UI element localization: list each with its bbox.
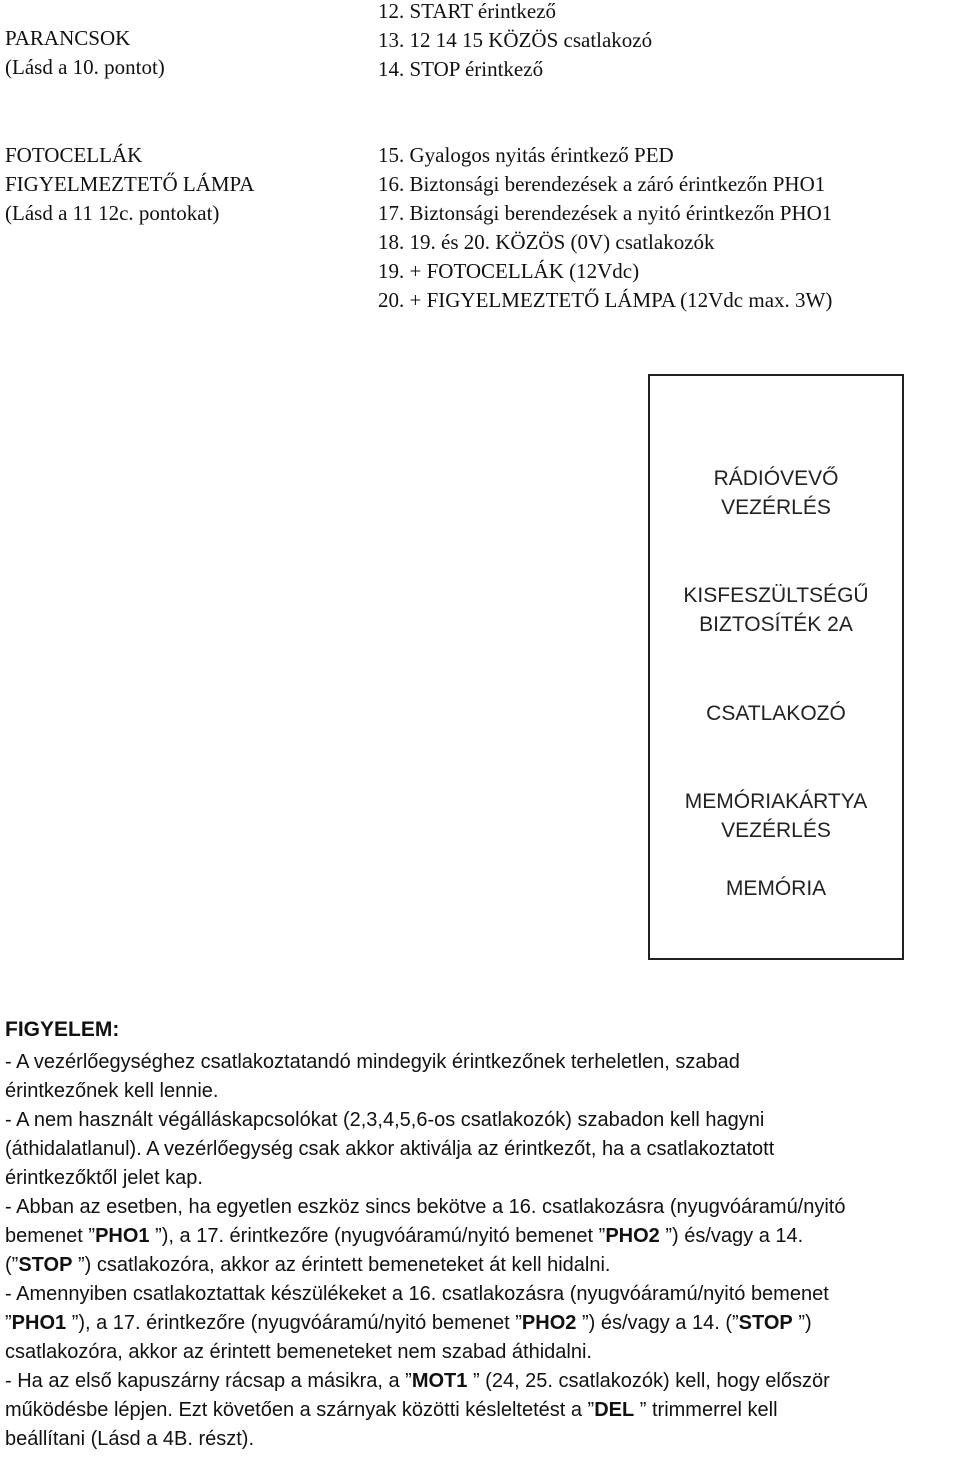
warning-line: beállítani (Lásd a 4B. részt). — [5, 1428, 255, 1450]
terminal-19: 19. + FOTOCELLÁK (12Vdc) — [378, 259, 640, 283]
terminal-17: 17. Biztonsági berendezések a nyitó érintkezőn PHO1 — [378, 201, 833, 225]
text: - Ha az első kapuszárny rácsap a másikra, a ” — [5, 1370, 412, 1392]
memory-label: MEMÓRIA — [725, 877, 827, 900]
pho2-term: PHO2 — [521, 1312, 577, 1334]
pho2-term: PHO2 — [605, 1225, 660, 1247]
warning-line: érintkezőktől jelet kap. — [5, 1167, 203, 1189]
warning-line: - A nem használt végálláskapcsolókat (2,3,4,5,6-os csatlakozók) szabadon kell hagyni — [5, 1109, 765, 1131]
warning-line: - Abban az esetben, ha egyetlen eszköz sincs bekötve a 16. csatlakozásra (nyugvóáramú/nyitó — [5, 1196, 846, 1218]
control-board-box — [648, 374, 904, 960]
terminal-13: 13. 12 14 15 KÖZÖS csatlakozó — [378, 28, 653, 52]
text: ”) és/vagy a 14. — [659, 1225, 804, 1247]
text: működésbe lépjen. Ezt követően a szárnyak közötti késleltetést a ” — [5, 1399, 595, 1421]
label-parancsok-ref: (Lásd a 10. pontot) — [5, 55, 165, 79]
text: ”) csatlakozóra, akkor az érintett bemeneteket át kell hidalni. — [72, 1254, 611, 1276]
pho1-term: PHO1 — [95, 1225, 150, 1247]
text: ” — [5, 1312, 12, 1334]
terminal-18-20: 18. 19. és 20. KÖZÖS (0V) csatlakozók — [378, 230, 715, 254]
radio-receiver-label: RÁDIÓVEVŐ — [713, 467, 839, 490]
warning-line: (áthidalatlanul). A vezérlőegység csak akkor aktiválja az érintkezőt, ha a csatlakoztatott — [5, 1138, 775, 1160]
warning-line: - Amennyiben csatlakoztattak készülékeket a 16. csatlakozásra (nyugvóáramú/nyitó bemenet — [5, 1283, 829, 1305]
del-term: DEL — [594, 1399, 635, 1421]
warning-line — [5, 1367, 957, 1396]
label-parancsok: PARANCSOK — [5, 26, 131, 50]
warning-line: csatlakozóra, akkor az érintett bemeneteket nem szabad áthidalni. — [5, 1341, 592, 1363]
connector-label: CSATLAKOZÓ — [706, 702, 846, 725]
memory-card-control-label: VEZÉRLÉS — [721, 819, 831, 842]
text: ” (24, 25. csatlakozók) kell, hogy először — [467, 1370, 830, 1392]
stop-term: STOP — [18, 1254, 73, 1276]
text: bemenet ” — [5, 1225, 96, 1247]
warning-line — [5, 1251, 957, 1280]
warning-line: érintkezőnek kell lennie. — [5, 1080, 219, 1102]
text: ”), a 17. érintkezőre (nyugvóáramú/nyitó bemenet ” — [66, 1312, 522, 1334]
terminal-12: 12. START érintkező — [378, 0, 557, 23]
terminal-20: 20. + FIGYELMEZTETŐ LÁMPA (12Vdc max. 3W) — [378, 288, 833, 312]
text: ”) — [792, 1312, 812, 1334]
warning-line — [5, 1222, 957, 1251]
label-fotocellak: FOTOCELLÁK — [5, 143, 143, 167]
text: ”) és/vagy a 14. (” — [576, 1312, 739, 1334]
terminal-15: 15. Gyalogos nyitás érintkező PED — [378, 143, 674, 167]
label-figyelmezteto-lampa: FIGYELMEZTETŐ LÁMPA — [5, 172, 255, 196]
label-fotocellak-ref: (Lásd a 11 12c. pontokat) — [5, 201, 220, 225]
text: (” — [5, 1254, 19, 1276]
mot1-term: MOT1 — [411, 1370, 468, 1392]
text: ” trimmerrel kell — [634, 1399, 778, 1421]
pho1-term: PHO1 — [11, 1312, 67, 1334]
low-voltage-label: KISFESZÜLTSÉGŰ — [683, 584, 869, 607]
warning-heading: FIGYELEM: — [5, 1018, 120, 1041]
terminal-14: 14. STOP érintkező — [378, 57, 544, 81]
memory-card-label: MEMÓRIAKÁRTYA — [684, 790, 868, 813]
stop-term: STOP — [738, 1312, 793, 1334]
warning-notes — [5, 1048, 957, 1454]
terminal-16: 16. Biztonsági berendezések a záró érintkezőn PHO1 — [378, 172, 826, 196]
warning-line — [5, 1309, 957, 1338]
radio-control-label: VEZÉRLÉS — [721, 496, 831, 519]
warning-line: - A vezérlőegységhez csatlakoztatandó mindegyik érintkezőnek terheletlen, szabad — [5, 1051, 740, 1073]
fuse-label: BIZTOSÍTÉK 2A — [699, 613, 853, 636]
warning-line — [5, 1396, 957, 1425]
text: ”), a 17. érintkezőre (nyugvóáramú/nyitó bemenet ” — [149, 1225, 606, 1247]
